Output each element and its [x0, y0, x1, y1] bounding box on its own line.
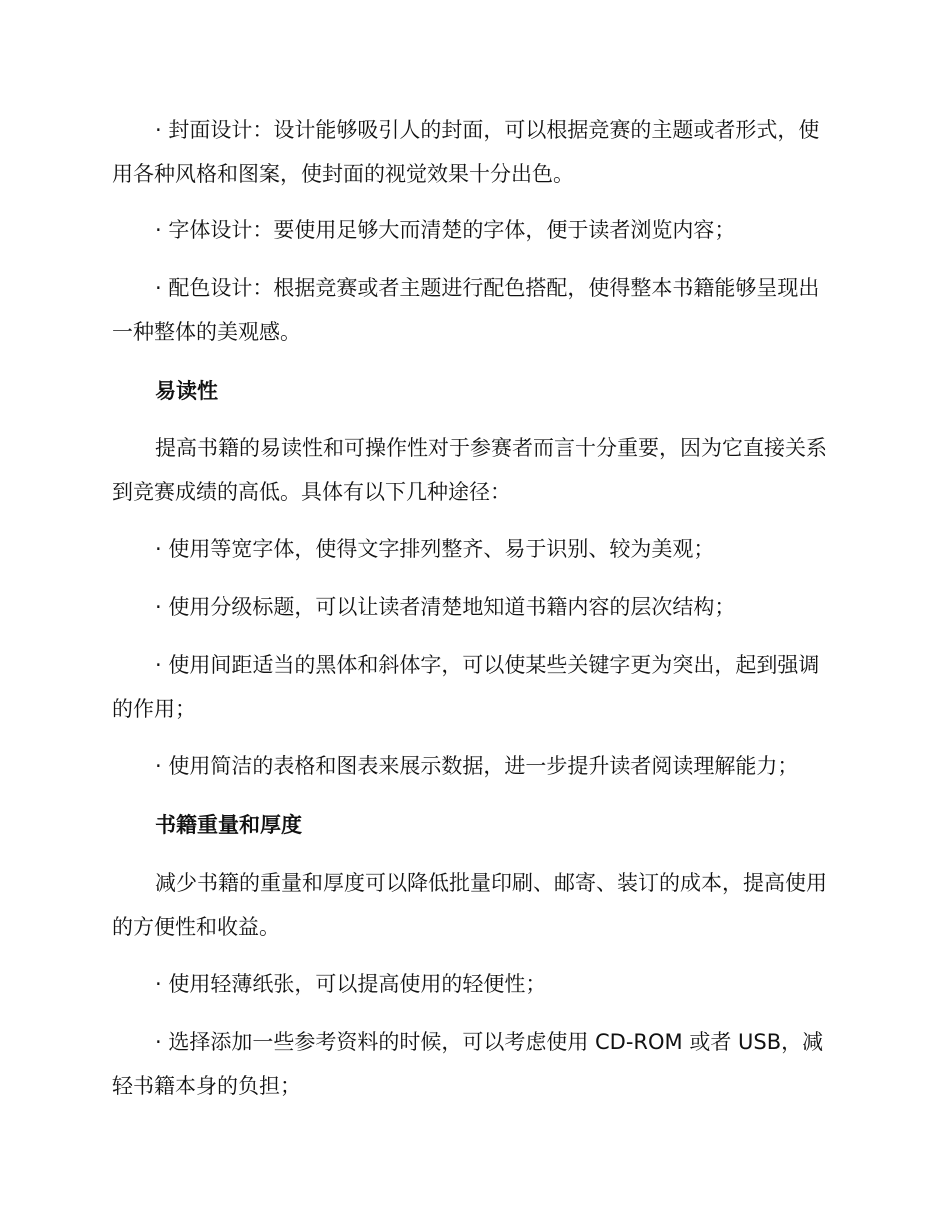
paragraph-weight-thickness: 减少书籍的重量和厚度可以降低批量印刷、邮寄、装订的成本，提高使用的方便性和收益。 [112, 871, 827, 939]
bullet-cover-design: · 封面设计：设计能够吸引人的封面，可以根据竞赛的主题或者形式，使用各种风格和图案，使封面的视觉效果十分出色。 [112, 118, 820, 186]
bullet-bold-italic: · 使用间距适当的黑体和斜体字，可以使某些关键字更为突出，起到强调的作用； [112, 653, 820, 721]
bullet-graded-headings: · 使用分级标题，可以让读者清楚地知道书籍内容的层次结构； [155, 595, 736, 619]
heading-readability: 易读性 [155, 379, 218, 403]
bullet-tables-charts: · 使用简洁的表格和图表来展示数据，进一步提升读者阅读理解能力； [155, 754, 799, 778]
bullet-cdrom-usb: · 选择添加一些参考资料的时候，可以考虑使用 CD-ROM 或者 USB，减轻书籍本身的负担； [112, 1030, 824, 1098]
bullet-font-design: · 字体设计：要使用足够大而清楚的字体，便于读者浏览内容； [155, 218, 736, 242]
paragraph-readability: 提高书籍的易读性和可操作性对于参赛者而言十分重要，因为它直接关系到竞赛成绩的高低。具体有以下几种途径： [112, 436, 827, 504]
bullet-thin-paper: · 使用轻薄纸张，可以提高使用的轻便性； [155, 972, 547, 996]
bullet-monospace-font: · 使用等宽字体，使得文字排列整齐、易于识别、较为美观； [155, 537, 715, 561]
heading-weight-thickness: 书籍重量和厚度 [155, 813, 302, 837]
bullet-color-design: · 配色设计：根据竞赛或者主题进行配色搭配，使得整本书籍能够呈现出一种整体的美观感。 [112, 276, 820, 344]
